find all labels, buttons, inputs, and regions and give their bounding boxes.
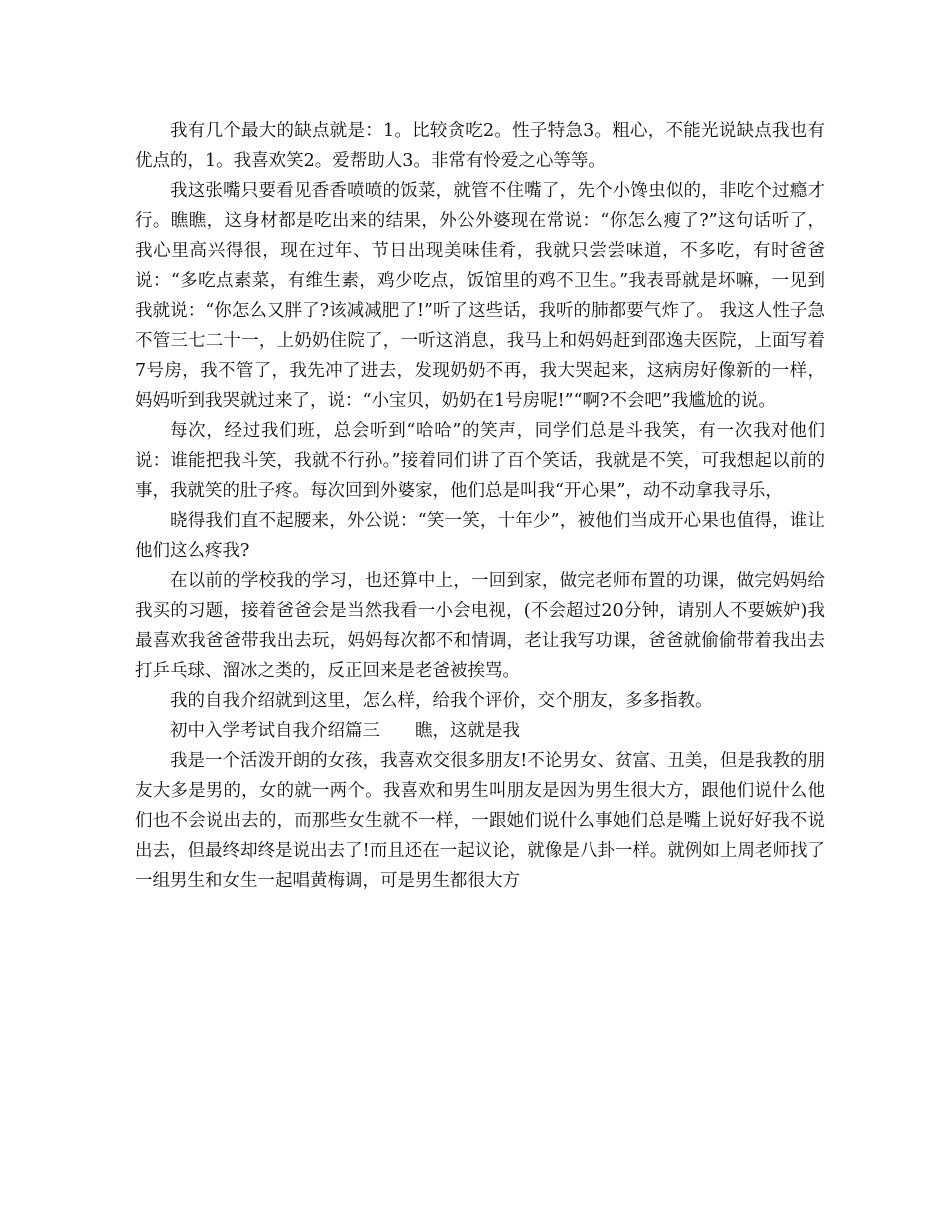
paragraph-study: 在以前的学校我的学习，也还算中上，一回到家，做完老师布置的功课，做完妈妈给我买的习题，接着爸爸会是当然我看一小会电视，(不会超过20分钟，请别人不要嫉妒)我最喜欢我爸爸带我出去玩，妈妈每次都不和情调，老让我写功课，爸爸就偷偷带着我出去打乒乓球、溜冰之类的，反正回来是老爸被挨骂。 [135,571,825,681]
paragraph-happy-fruit: 晓得我们直不起腰来，外公说：“笑一笑，十年少”，被他们当成开心果也值得，谁让他们这么疼我? [135,511,825,561]
document-body [135,116,825,896]
section-heading: 初中入学考试自我介绍篇三 瞧，这就是我 [170,721,520,741]
paragraph-eating-and-temper: 我这张嘴只要看见香香喷喷的饭菜，就管不住嘴了，先个小馋虫似的，非吃个过瘾才行。瞧瞧，这身材都是吃出来的结果，外公外婆现在常说：“你怎么瘦了?”这句话听了，我心里高兴得很，现在过年、节日出现美味佳肴，我就只尝尝味道，不多吃，有时爸爸说：“多吃点素菜，有维生素，鸡少吃点，饭馆里的鸡不卫生。”我表哥就是坏嘛，一见到我就说：“你怎么又胖了?该减减肥了!”听了这些话，我听的肺都要气炸了。 我这人性子急不管三七二十一，上奶奶住院了，一听这消息，我马上和妈妈赶到邵逸夫医院，上面写着7号房，我不管了，我先冲了进去，发现奶奶不再，我大哭起来，这病房好像新的一样，妈妈听到我哭就过来了，说：“小宝贝，奶奶在1号房呢!”“啊?不会吧”我尴尬的说。 [135,181,825,411]
paragraph-faults: 我有几个最大的缺点就是：1。比较贪吃2。性子特急3。粗心，不能光说缺点我也有优点的，1。我喜欢笑2。爱帮助人3。非常有怜爱之心等等。 [135,121,825,171]
paragraph-closing: 我的自我介绍就到这里，怎么样，给我个评价，交个朋友，多多指教。 [170,691,713,711]
paragraph-laughing: 每次，经过我们班，总会听到“哈哈”的笑声，同学们总是斗我笑，有一次我对他们说：谁能把我斗笑，我就不行孙。”接着同们讲了百个笑话，我就是不笑，可我想起以前的事，我就笑的肚子疼。每次回到外婆家，他们总是叫我“开心果”，动不动拿我寻乐， [135,421,825,501]
paragraph-friends: 我是一个活泼开朗的女孩，我喜欢交很多朋友!不论男女、贫富、丑美，但是我教的朋友大多是男的，女的就一两个。我喜欢和男生叫朋友是因为男生很大方，跟他们说什么他们也不会说出去的，而那些女生就不一样，一跟她们说什么事她们总是嘴上说好好我不说出去，但最终却终是说出去了!而且还在一起议论，就像是八卦一样。就例如上周老师找了一组男生和女生一起唱黄梅调，可是男生都很大方 [135,751,825,891]
